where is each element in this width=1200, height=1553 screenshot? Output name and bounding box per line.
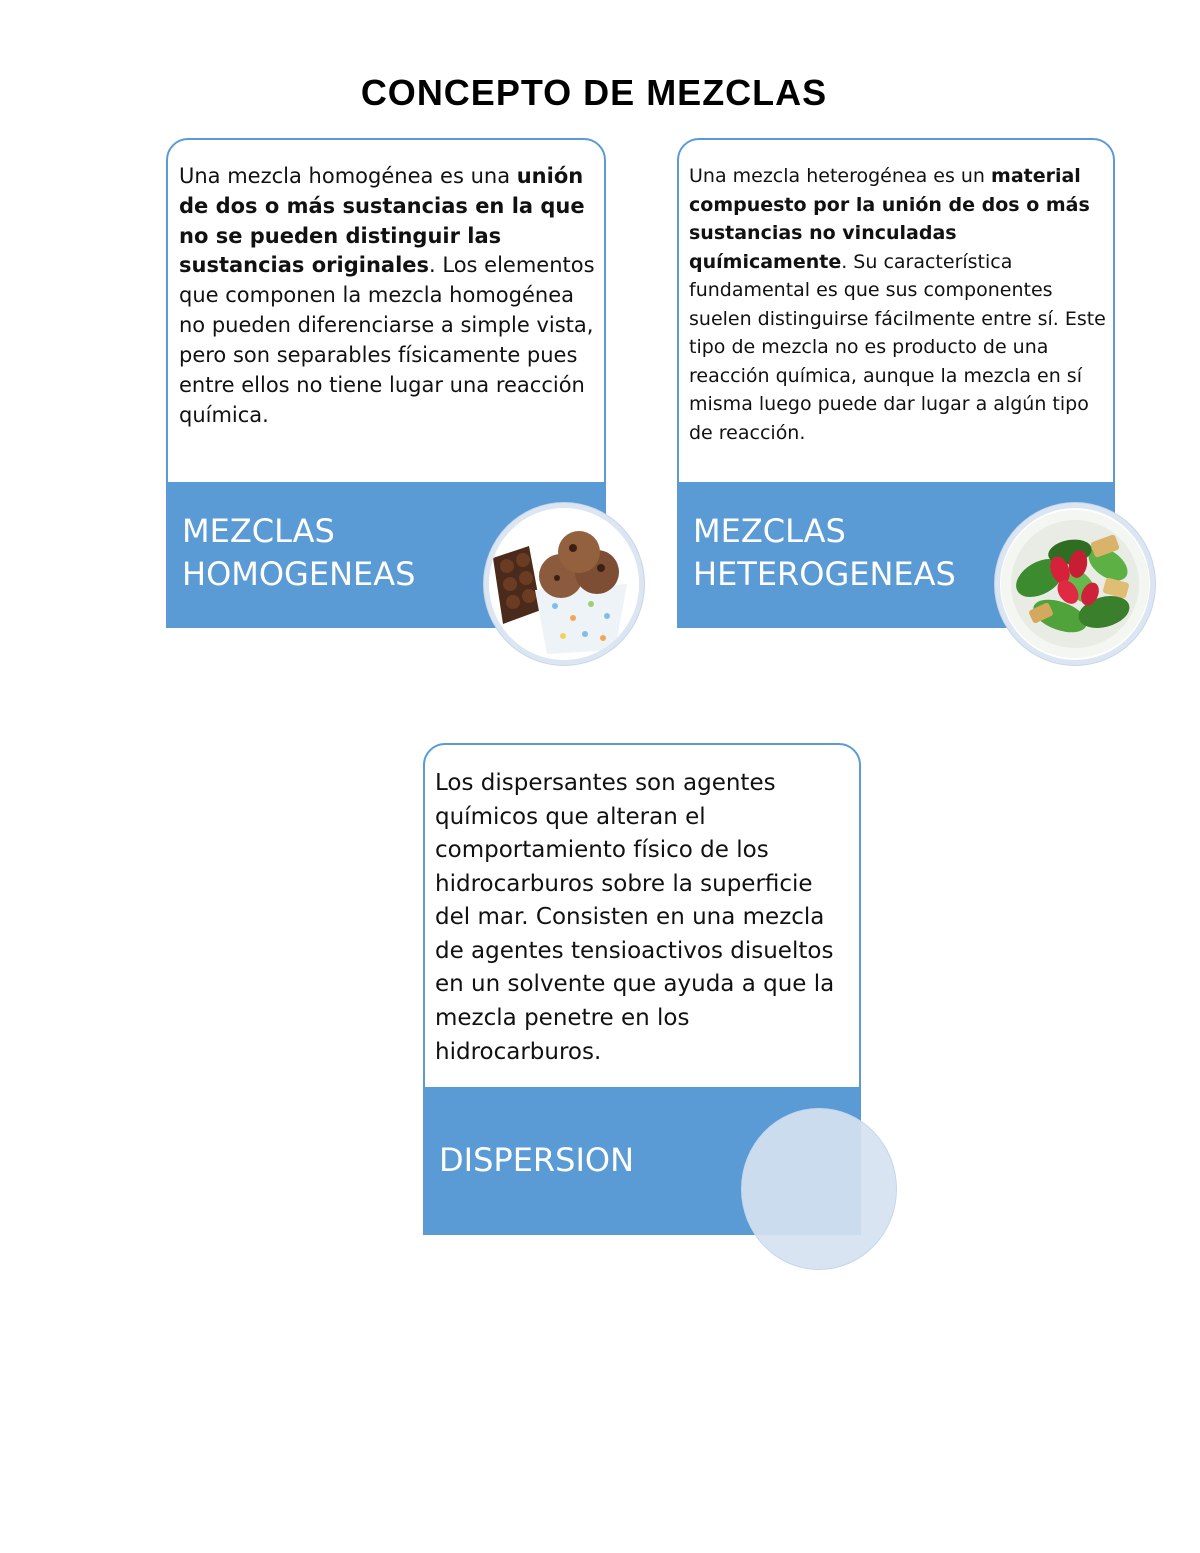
ice-cream-cup-icon <box>535 584 627 654</box>
card-homogeneas-description <box>179 162 599 430</box>
card-heterogeneas <box>677 138 1115 484</box>
homogeneas-text-part2: . Los elementos que componen la mezcla homogénea no pueden diferenciarse a simple vista, pero son separables físicamente pues entre ellos no tiene lugar una reacción química. <box>179 253 595 427</box>
heterogeneas-text-part1: Una mezcla heterogénea es un <box>689 165 992 187</box>
heterogeneas-text-bold: material compuesto por la unión de dos o más sustancias no vinculadas químicamente <box>689 165 1090 273</box>
band-dispersion-label <box>439 1139 634 1182</box>
salad-image <box>995 503 1155 665</box>
card-heterogeneas-description <box>689 162 1109 447</box>
homogeneas-text-bold: unión de dos o más sustancias en la que no se pueden distinguir las sustancias originales <box>179 164 585 278</box>
band-dispersion-line1: DISPERSION <box>439 1141 635 1179</box>
ice-cream-chocolate-image <box>484 503 644 665</box>
salad-illustration <box>1000 508 1150 660</box>
card-dispersion-description: Los dispersantes son agentes químicos que alteran el comportamiento físico de los hidrocarburos sobre la superficie del mar. Consisten en una mezcla de agentes tensioactivos disueltos en un solvente que ayuda a que la mezcla penetre en los hidrocarburos. <box>435 770 835 1065</box>
band-homogeneas-line2: HOMOGENEAS <box>182 554 416 593</box>
card-homogeneas <box>166 138 606 484</box>
card-dispersion <box>423 743 861 1089</box>
page-title: CONCEPTO DE MEZCLAS <box>360 72 828 113</box>
band-heterogeneas-label <box>693 510 956 595</box>
homogeneas-text-part1: Una mezcla homogénea es una <box>179 164 517 188</box>
empty-circle-placeholder <box>741 1108 897 1270</box>
heterogeneas-text-part2: . Su característica fundamental es que sus componentes suelen distinguirse fácilmente entre sí. Este tipo de mezcla no es producto de una reacción química, aunque la mezcla en sí misma luego puede dar lugar a algún tipo de reacción. <box>689 250 1106 444</box>
ice-cream-chocolate-illustration <box>489 508 639 660</box>
band-heterogeneas-line2: HETEROGENEAS <box>693 554 956 593</box>
band-homogeneas-label <box>182 510 415 595</box>
band-heterogeneas-line1: MEZCLAS <box>693 512 846 550</box>
band-homogeneas-line1: MEZCLAS <box>182 512 335 550</box>
